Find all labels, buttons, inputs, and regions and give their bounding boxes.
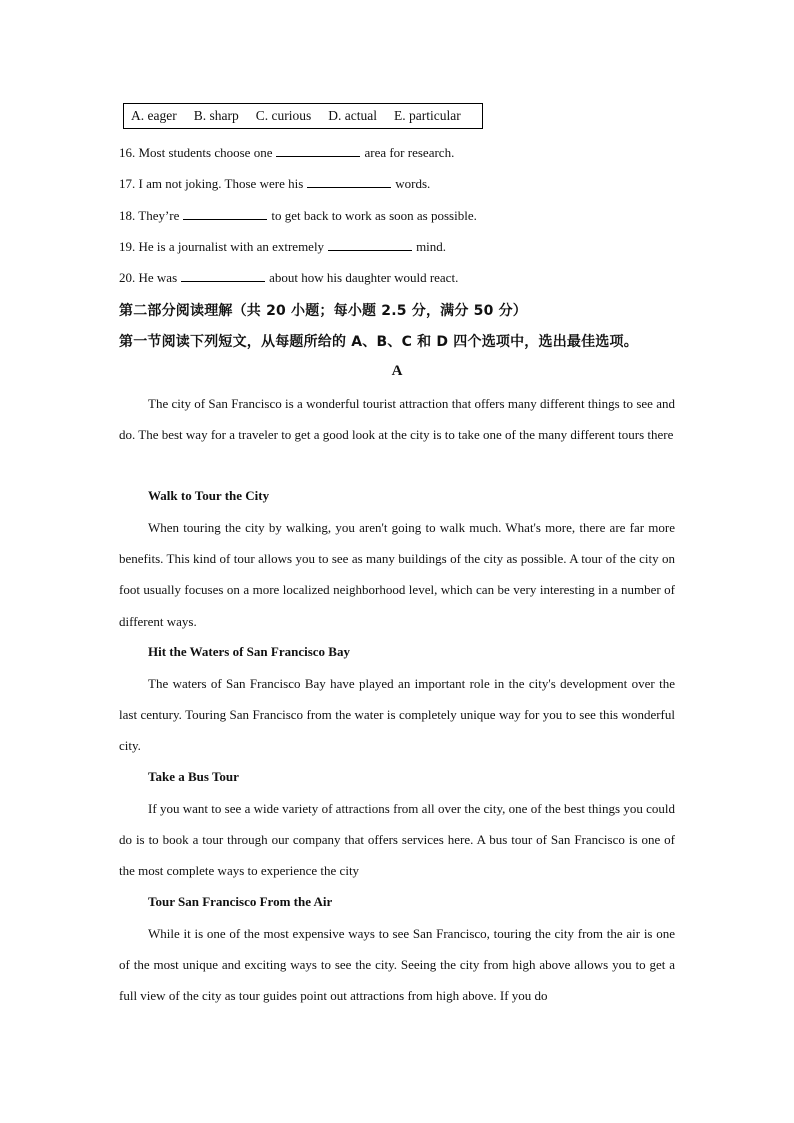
passage-intro: The city of San Francisco is a wonderful tourist attraction that offers many different things to see and do. The best way for a traveler to get a good look at the city is to take one of the many different tours there <box>119 396 675 443</box>
heading-bus: Take a Bus Tour <box>148 769 239 784</box>
question-18 <box>119 208 477 224</box>
question-text: 20. He was <box>119 270 178 285</box>
question-text: words. <box>395 176 431 191</box>
question-17 <box>119 176 430 192</box>
para-walk: When touring the city by walking, you aren't going to walk much. What's more, there are far more benefits. This kind of tour allows you to see as many buildings of the city as possible. A tour of the city on foot usually focuses on a more localized neighborhood level, which can be very interesting in a number of different ways. <box>119 520 675 629</box>
question-16 <box>119 145 454 161</box>
answer-blank[interactable] <box>183 208 267 220</box>
heading-walk: Walk to Tour the City <box>148 488 270 503</box>
question-text: mind. <box>416 239 447 254</box>
answer-blank[interactable] <box>328 239 412 251</box>
heading-waters: Hit the Waters of San Francisco Bay <box>148 644 350 659</box>
para-air: While it is one of the most expensive ways to see San Francisco, touring the city from the air is one of the most unique and exciting ways to see the city. Seeing the city from high above allows you to get a full view of the city as tour guides point out attractions from high above. If you do <box>119 926 675 1004</box>
word-option: D. actual <box>328 108 377 123</box>
subsection-title: 第一节阅读下列短文，从每题所给的 A、B、C 和 D 四个选项中，选出最佳选项。 <box>119 334 638 350</box>
answer-blank[interactable] <box>276 145 360 157</box>
heading-air: Tour San Francisco From the Air <box>148 894 333 909</box>
question-text: to get back to work as soon as possible. <box>271 208 477 223</box>
answer-blank[interactable] <box>307 176 391 188</box>
word-bank-box <box>123 103 483 129</box>
passage-letter: A <box>391 363 403 379</box>
para-waters: The waters of San Francisco Bay have played an important role in the city's development over the last century. Touring San Francisco from the water is completely unique way for you to see this wonderful city. <box>119 676 675 754</box>
question-text: 18. They’re <box>119 208 180 223</box>
word-option: C. curious <box>255 108 312 123</box>
question-text: 16. Most students choose one <box>119 145 273 160</box>
question-text: 19. He is a journalist with an extremely <box>119 239 325 254</box>
part-title: 第二部分阅读理解（共 20 小题；每小题 2.5 分，满分 50 分） <box>119 303 528 319</box>
word-option: E. particular <box>393 108 461 123</box>
question-19 <box>119 239 446 255</box>
para-bus: If you want to see a wide variety of attractions from all over the city, one of the best things you could do is to book a tour through our company that offers services here. A bus tour of San Francisco is one of the most complete ways to experience the city <box>119 801 675 879</box>
question-text: 17. I am not joking. Those were his <box>119 176 304 191</box>
answer-blank[interactable] <box>181 270 265 282</box>
word-option: A. eager <box>131 108 177 123</box>
word-option: B. sharp <box>193 108 239 123</box>
question-text: area for research. <box>364 145 455 160</box>
question-text: about how his daughter would react. <box>269 270 459 285</box>
question-20 <box>119 270 458 286</box>
